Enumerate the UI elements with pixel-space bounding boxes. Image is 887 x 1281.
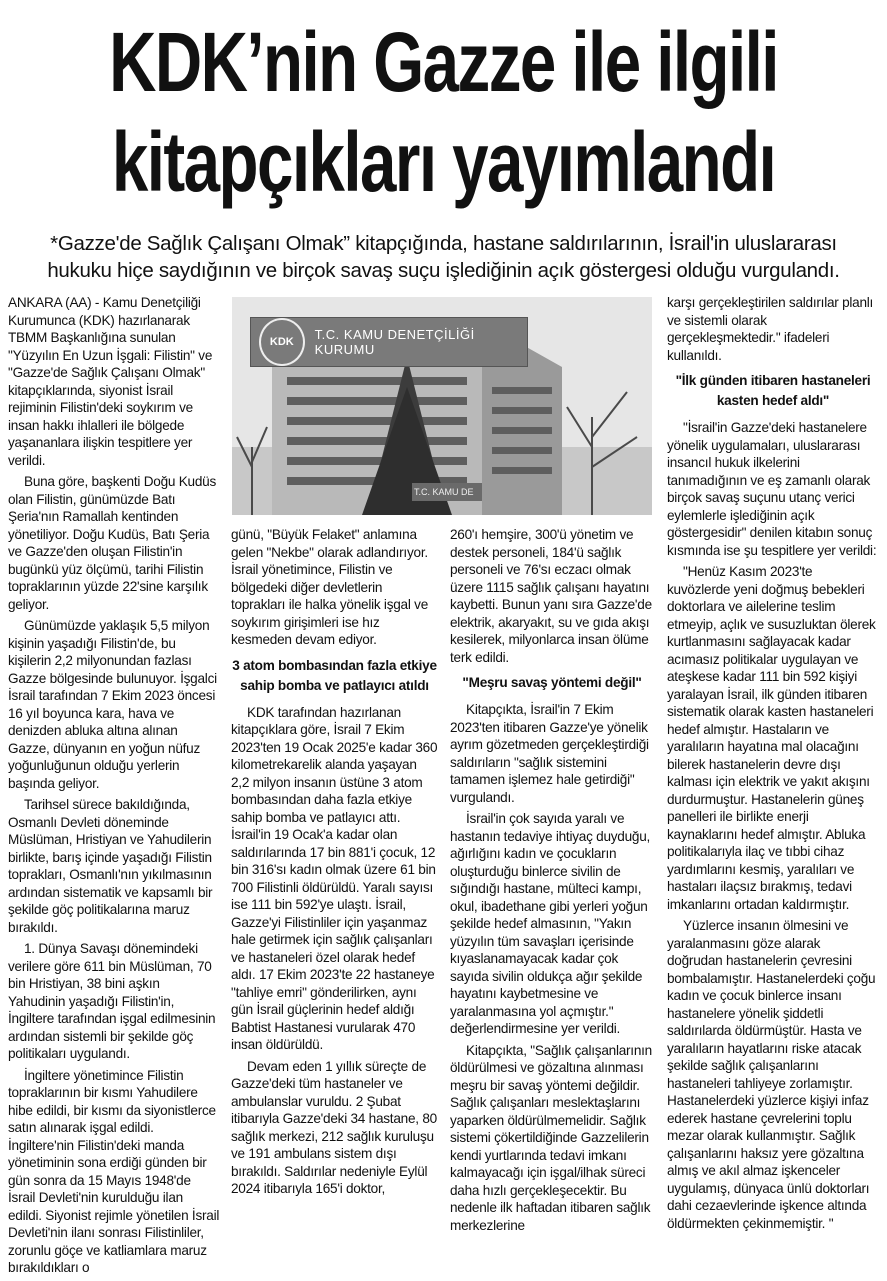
paragraph: 1. Dünya Savaşı dönemindeki verilere göre 611 bin Müslüman, 70 bin Hristiyan, 38 bini aşkın Yahudinin yaşadığı Filistin'in, İngiltere tarafından işgal edilmesinin ardından sistemli bir şekilde göç politikaları uygulandı. xyxy=(8,941,216,1061)
headline-line-2: kitapçıkları yayımlandı xyxy=(111,115,776,209)
paragraph: Buna göre, başkenti Doğu Kudüs olan Filistin, günümüzde Batı Şeria'nın Ramallah kentinden yönetiliyor. Doğu Kudüs, Batı Şeria ve Gazze'den oluşan Filistin'in bugünkü yüz ölçümü, tarihi Filistin topraklarının yüzde 22'sine karşılık geliyor. xyxy=(8,474,217,612)
paragraph: karşı gerçekleştirilen saldırılar planlı ve sistemli olarak gerçekleşmektedir." ifadeleri kullanıldı. xyxy=(667,295,874,363)
paragraph: KDK tarafından hazırlanan kitapçıklara göre, İsrail 7 Ekim 2023'ten 19 Ocak 2025'e kadar 360 kilometrekarelik alanda yaşayan 2,2 milyon insanın üstüne 3 atom bombasından daha fazla etkiye sahip bomba ve patlayıcı attı. İsrail'in 19 Ocak'a kadar olan saldırılarında 17 bin 881'i çocuk, 12 bin 316'sı kadın olmak üzere 61 bin 700 Filistinli öldürüldü. Yaralı sayısı ise 111 bin 592'ye ulaştı. İsrail, Gazze'yi Filistinliler için yaşanmaz hale getirmek için sağlık çalışanları ve hastaneleri özel olarak hedef aldı. 17 Ekim 2023'te 22 hastaneye "tahliye emri" gönderilirken, aynı gün İsrail güçlerinin hedef aldığı Babtist Hastanesi vurularak 470 insan öldürüldü. xyxy=(231,704,438,1052)
paragraph: Devam eden 1 yıllık süreçte de Gazze'deki tüm hastaneler ve ambulanslar vuruldu. 2 Şubat itibarıyla Gazze'deki 34 hastane, 80 sağlık merkezi, 212 sağlık kuruluşu ve 191 ambulans sistem dışı bırakıldı. Saldırılar nedeniyle Eylül 2024 itibarıyla 165'i doktor, xyxy=(231,1058,437,1196)
article-deck xyxy=(6,230,881,284)
paragraph: Kitapçıkta, İsrail'in 7 Ekim 2023'ten itibaren Gazze'ye yönelik ayrım gözetmeden gerçekleştirdiği saldırıların "sağlık sistemini tamamen işlemez hale getirdiği" vurgulandı. xyxy=(450,702,649,805)
subheading: "Meşru savaş yöntemi değil" xyxy=(462,675,642,690)
subheading: "İlk günden itibaren hastaneleri kasten hedef aldı" xyxy=(675,373,871,408)
paragraph: "İsrail'in Gazze'deki hastanelere yönelik uygulamaları, uluslararası insancıl hukuk ilkelerini tanımadığının ve eş zamanlı olarak birçok savaş suçunu utanç verici eylemlerle işlediğinin açık göstergesidir" denilen kitabın sonuç kısmında ise şu tespitlere yer verildi: xyxy=(667,420,877,558)
paragraph: 260'ı hemşire, 300'ü yönetim ve destek personeli, 184'ü sağlık personeli ve 76'sı eczacı olmak üzere 1115 sağlık çalışanı hayatını kaybetti. Bunun yanı sıra Gazze'de elektrik, akaryakıt, su ve gıda akışı kesilerek, milyonlarca insan ölüme terk edildi. xyxy=(450,527,652,665)
deck-line-1: *Gazze'de Sağlık Çalışanı Olmak” kitapçığında, hastane saldırılarının, İsrail'in uluslararası xyxy=(50,232,837,255)
paragraph: İsrail'in çok sayıda yaralı ve hastanın tedaviye ihtiyaç duyduğu, ağırlığını kadın ve çocukların oluşturduğu binlerce sivilin de sığındığı hastane, mülteci kampı, okul, ibadethane gibi yerleri yoğun şekilde hedef almasının, "Yakın yüzyılın tüm savaşları içerisinde kıyaslanamayacak kadar çok sayıda sivilin oldukça ağır şekilde hayatını kaybetmesine ve yaralanmasına yol açmıştır." değerlendirmesine yer verildi. xyxy=(450,811,651,1036)
column-2 xyxy=(231,526,438,1202)
column-4 xyxy=(667,294,879,1236)
column-1 xyxy=(8,294,220,1281)
kdk-logo-band xyxy=(250,317,528,367)
paragraph: ANKARA (AA) - Kamu Denetçiliği Kurumunca (KDK) hazırlanarak TBMM Başkanlığına sunulan "Yüzyılın En Uzun İşgali: Filistin" ve "Gazze'de Sağlık Çalışanı Olmak" kitapçıklarında, siyonist İsrail rejiminin Filistin'deki soykırım ve insan hakkı ihlalleri ile bölgede yaşananlara ilişkin tespitlere yer verildi. xyxy=(8,295,213,468)
paragraph: Tarihsel sürece bakıldığında, Osmanlı Devleti döneminde Müslüman, Hristiyan ve Yahudilerin birlikte, barış içinde yaşadığı Filistin toprakları, Osmanlı'nın yıkılmasının ardından sistematik ve kapsamlı bir şekilde göç politikalarına maruz bırakıldı. xyxy=(8,797,213,935)
article-photo xyxy=(232,297,652,515)
kdk-logo-text: T.C. KAMU DENETÇİLİĞİ KURUMU xyxy=(314,327,475,357)
subheading: 3 atom bombasından fazla etkiye sahip bomba ve patlayıcı atıldı xyxy=(232,657,437,693)
paragraph: İngiltere yönetimince Filistin topraklarının bir kısmı Yahudilere hibe edildi, bir kısmı da siyonistlerce satın alınarak işgal edildi. İngiltere'nin Filistin'deki manda yönetiminin sona erdiği günden bir gün sonra da 15 Mayıs 1948'de İsrail Devleti'nin kurulduğu ilan edildi. Siyonist rejimle yönetilen İsrail Devleti'nin ilanı sonrası Filistinliler, zorunlu göçe ve katliamlara maruz bırakıldıkları o xyxy=(8,1067,220,1275)
deck-line-2: hukuku hiçe saydığının ve birçok savaş suçu işlediğinin açık göstergesi olduğu vurgulandı. xyxy=(47,259,840,282)
paragraph: Kitapçıkta, "Sağlık çalışanlarının öldürülmesi ve gözaltına alınması meşru bir savaş yöntemi değildir. Sağlık çalışanları meslektaşlarını yaparken öldürülmemelidir. Sağlık sistemi çökertildiğinde Gazzelilerin kendi yurtlarında tedavi imkanı kalmayacağı için işgal/ilhak süreci daha hızlı gerçekleşecektir. Bu nedenle ilk haftadan itibaren sağlık merkezlerine xyxy=(450,1042,652,1233)
kdk-logo-icon: KDK xyxy=(259,318,305,366)
paragraph: Yüzlerce insanın ölmesini ve yaralanmasını göze alarak doğrudan hastanelerin çevresini bombalamıştır. Hastanelerdeki çoğu kadın ve çocuk binlerce insanı hastanelere yönelik şiddetli saldırılarda öldürmüştür. Hasta ve yaralıların hayatlarını riske atacak şekilde sağlık çalışanlarını hastaneleri tahliyeye zorlamıştır. Hastanelerdeki yüzlerce kişiyi infaz ederek hastane çevrelerini toplu mezar olarak kullanmıştır. Sağlık çalışanlarını haksız yere gözaltına almış ve akıl almaz işkenceler uygulamış, dünyaca ünlü doktorları dahi cezaevlerinde işkence altında öldürmekten çekinmemiştir. " xyxy=(667,918,876,1231)
column-3 xyxy=(450,526,654,1238)
paragraph: Günümüzde yaklaşık 5,5 milyon kişinin yaşadığı Filistin'de, bu kişilerin 2,2 milyonundan fazlası Gazze bölgesinde bulunuyor. İşgalci İsrail tarafından 7 Ekim 2023 öncesi 16 yıl boyunca kara, hava ve denizden abluka altına alınan Gazze, dünyanın en yoğun nüfuz yoğunluğunun olduğu yerlerin başında geliyor. xyxy=(8,618,217,791)
paragraph: günü, "Büyük Felaket" anlamına gelen "Nekbe" olarak adlandırıyor. İsrail yönetimince, Filistin ve bölgedeki diğer devletlerin toprakları ile halka yönelik işgal ve soykırım girişimleri ise hız kesmeden devam ediyor. xyxy=(231,527,429,647)
paragraph: "Henüz Kasım 2023'te kuvözlerde yeni doğmuş bebekleri doktorlara ve ailelerine teslim etmeyip, açlık ve susuzluktan ölerek kurtlanmasını sağlayacak kadar acımasız politikalar uygulayan ve ateşkese kadar 111 bin 592 kişiyi yaralayan İsrail, ilk günden itibaren sistematik olarak kasten hastaneleri hedef almıştır. Hastaların ve yaralıların hayatına mal olacağını bilerek hastanelerin devre dışı kalması için elektrik ve yakıt akışını durdurmuştur. Hastanelerin güneş panelleri ile birlikte enerji kaynaklarını hedef almıştır. Abluka politikalarıyla ilaç ve tıbbi cihaz yardımlarını kesmiş, yaralıları ve hastaları ilaçsız bırakmış, tedavi imkanlarını ortadan kaldırmıştır. xyxy=(667,564,876,912)
headline-line-1: KDK’nin Gazze ile ilgili xyxy=(109,15,778,109)
building-sign: T.C. KAMU DE xyxy=(414,487,474,497)
